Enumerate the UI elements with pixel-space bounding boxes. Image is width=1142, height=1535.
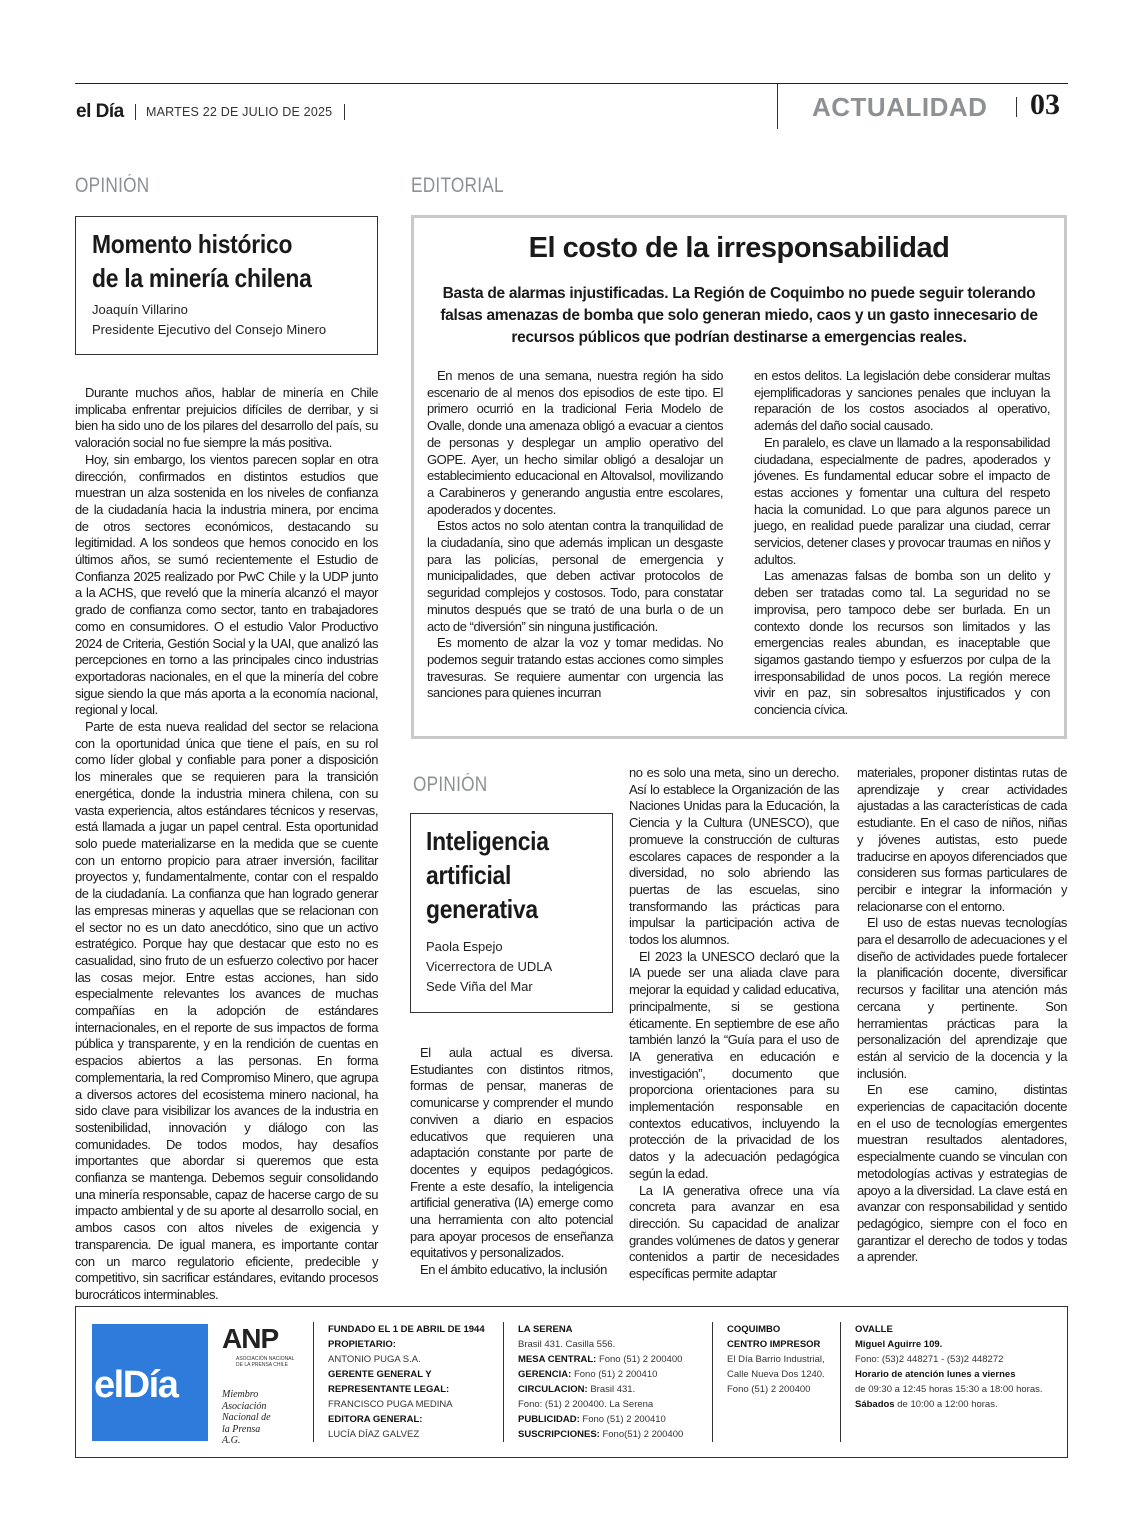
article-title-line: generativa <box>426 894 538 924</box>
paragraph: El aula actual es diversa. Estudiantes con distintos ritmos, formas de pensar, maneras de comunicarse y comprender el mundo conviven a diario en espacios educativos que requieren una adaptación constante por parte de docentes y equipos pedagógicos. Frente a este desafío, la inteligencia artificial generativa (IA) emerge como una herramienta con alto potencial para apoyar procesos de enseñanza equitativos y personalizados. <box>410 1045 613 1261</box>
byline <box>426 937 552 997</box>
office-address: Miguel Aguirre 109. <box>855 1339 943 1350</box>
contact-label: SUSCRIPCIONES: <box>518 1429 600 1440</box>
article-title <box>92 227 312 295</box>
paragraph: En paralelo, es clave un llamado a la responsabilidad ciudadana, especialmente de padres, apoderados y jóvenes. Es fundamental educar sobre el impacto de estas acciones y fomentar una cultura del respeto hacia la comunidad. Lo que para algunos parece un juego, en realidad puede paralizar una ciudad, cerrar servicios, detener clases y provocar traumas en niños y adultos. <box>754 434 1050 567</box>
opinion-kicker: OPINIÓN <box>75 174 150 197</box>
page-number: 03 <box>1030 88 1060 121</box>
imprint-ovalle <box>855 1322 1060 1412</box>
member-line: Nacional de <box>222 1412 271 1423</box>
editorial-kicker: EDITORIAL <box>411 174 504 197</box>
paragraph: La IA generativa ofrece una vía concreta para avanzar en esa dirección. Su capacidad de analizar grandes volúmenes de datos y generar contenidos a partir de necesidades específicas permite adaptar <box>629 1182 839 1282</box>
section-name: ACTUALIDAD <box>812 92 988 122</box>
article-column <box>629 765 839 1283</box>
office-title: LA SERENA <box>518 1324 573 1335</box>
member-line: la Prensa <box>222 1423 261 1435</box>
hours-label: Horario de atención lunes a viernes <box>855 1369 1016 1380</box>
article-column <box>857 765 1067 1266</box>
editorial-column <box>754 368 1050 719</box>
masthead-divider <box>1016 97 1017 117</box>
imprint-divider <box>313 1322 314 1442</box>
article-title <box>426 824 549 926</box>
contact-value: Fono (51) 2 200400 <box>727 1384 811 1395</box>
article-title-line: de la minería chilena <box>92 263 312 293</box>
founded-line: FUNDADO EL 1 DE ABRIL DE 1944 <box>328 1324 485 1335</box>
owner-label: PROPIETARIO: <box>328 1339 396 1350</box>
opinion-header-box <box>410 813 613 1013</box>
opinion-kicker: OPINIÓN <box>413 773 488 796</box>
paragraph: En menos de una semana, nuestra región ha sido escenario de al menos dos episodios de este tipo. El primero ocurrió en la tradicional Feria Modelo de Ovalle, donde una amenaza obligó a evacuar a cientos de personas y desplegar un amplio operativo del GOPE. Ayer, un hecho similar obligó a desalojar un establecimiento educacional en Altovalsol, movilizando a Carabineros y generando angustia entre escolares, apoderados y docentes. <box>427 368 723 517</box>
article-body <box>75 385 378 1304</box>
paragraph: Las amenazas falsas de bomba son un delito y deben ser tratadas como tal. La seguridad no se improvisa, pero tampoco debe ser burlada. En un contexto donde los recursos son limitados y las emergencias reales abundan, es inaceptable que sigamos gastando tiempo y esfuerzos por culpa de la irresponsabilidad de unos pocos. La región merece vivir en paz, sin sobresaltos injustificados y con conciencia cívica. <box>754 568 1050 718</box>
imprint-laserena <box>518 1322 708 1442</box>
imprint-ownership <box>328 1322 503 1442</box>
paragraph: En ese camino, distintas experiencias de capacitación docente en el uso de tecnologías emergentes muestran resultados alentadores, especialmente cuando se vinculan con metodologías activas y estrategias de apoyo a la diversidad. La clave está en avanzar con responsabilidad y sentido pedagógico, siempre con el foco en garantizar el derecho de todos y todas a aprender. <box>857 1082 1067 1265</box>
paragraph: Hoy, sin embargo, los vientos parecen soplar en otra dirección, confirmados en distintos estudios que muestran un alza sostenida en los niveles de confianza de la ciudadanía hacia la industria minera, por encima de otros sectores económicos, destacando su legitimidad. A los sondeos que hemos conocido en los últimos años, se sumó recientemente el Estudio de Confianza 2025 realizado por PwC Chile y la UDP junto a la ACHS, que reveló que la minería alcanzó el mayor grado de confianza como sector, tanto en trabajadores como en consumidores. O el estudio Valor Productivo 2024 de Criteria, Gestión Social y la UAI, que analizó las percepciones en torno a las principales cinco industrias exportadoras nacionales, en el que la minería del cobre sigue siendo la que más aporta a la economía nacional, regional y local. <box>75 451 378 718</box>
editorial-lead: Basta de alarmas injustificadas. La Región de Coquimbo no puede seguir tolerando falsas amenazas de bomba que solo generan miedo, caos y un gasto innecesario de recursos públicos que podrían destinarse a emergencias reales. <box>440 285 1038 346</box>
manager-value: FRANCISCO PUGA MEDINA <box>328 1399 453 1410</box>
opinion-header-box <box>75 216 378 355</box>
article-title-line: Inteligencia <box>426 826 549 856</box>
contact-value: Brasil 431. <box>590 1384 636 1395</box>
manager-label: GERENTE GENERAL Y <box>328 1369 432 1380</box>
contact-label: PUBLICIDAD: <box>518 1414 580 1425</box>
editor-value: LUCÍA DÍAZ GALVEZ <box>328 1429 420 1440</box>
contact-label: MESA CENTRAL: <box>518 1354 597 1365</box>
office-address: El Día Barrio Industrial, <box>727 1354 825 1365</box>
paragraph: Es momento de alzar la voz y tomar medidas. No podemos seguir tratando estas acciones como simples travesuras. Se requiere aumentar con urgencia las sanciones para quienes incurran <box>427 635 723 701</box>
editorial-title: El costo de la irresponsabilidad <box>528 232 950 264</box>
contact-value: Fono(51) 2 200400 <box>602 1429 684 1440</box>
imprint-divider <box>712 1322 713 1442</box>
office-title: CENTRO IMPRESOR <box>727 1339 821 1350</box>
byline <box>92 300 326 340</box>
masthead-divider <box>344 104 345 120</box>
anp-logo-subtitle: ASOCIACIÓN NACIONAL DE LA PRENSA CHILE <box>236 1356 295 1368</box>
member-line: Asociación <box>222 1400 267 1412</box>
imprint-coquimbo <box>727 1322 842 1397</box>
office-title: OVALLE <box>855 1324 893 1335</box>
member-line: Miembro <box>222 1389 259 1400</box>
author-campus: Sede Viña del Mar <box>426 979 533 994</box>
office-address: Brasil 431. Casilla 556. <box>518 1339 616 1350</box>
owner-value: ANTONIO PUGA S.A. <box>328 1354 421 1365</box>
brand-logo-text: elDía <box>94 1364 178 1406</box>
author-role: Presidente Ejecutivo del Consejo Minero <box>92 322 327 337</box>
office-address: Calle Nueva Dos 1240. <box>727 1369 825 1380</box>
paragraph: El 2023 la UNESCO declaró que la IA puede ser una aliada clave para mejorar la equidad y calidad educativa, principalmente, si se gestiona éticamente. En septiembre de ese año también lanzó la “Guía para el uso de IA generativa en educación e investigación”, documento que proporciona orientaciones para su implementación responsable en contextos educativos, incluyendo la protección de la privacidad de los datos y la adecuación pedagógica según la edad. <box>629 948 839 1181</box>
contact-label: GERENCIA: <box>518 1369 572 1380</box>
hours-label: Sábados <box>855 1399 895 1410</box>
imprint-divider <box>503 1322 504 1442</box>
member-line: A.G. <box>222 1435 241 1446</box>
masthead-vertical-rule <box>777 84 778 129</box>
contact-label: CIRCULACION: <box>518 1384 588 1395</box>
paragraph: materiales, proponer distintas rutas de aprendizaje y crear actividades ajustadas a las características de cada estudiante. En el caso de niños, niñas y jóvenes autistas, esto puede traducirse en apoyos diferenciados que consideren sus formas particulares de percibir e integrar la información y relacionarse con el entorno. <box>857 765 1067 914</box>
paragraph: Parte de esta nueva realidad del sector se relaciona con la oportunidad única que tiene el país, en su rol como líder global y confiable para poner a disposición los minerales que se requieren para la transición energética, donde la industria minera chilena, con su vasta experiencia, altos estándares técnicos y reservas, está llamada a jugar un papel central. Esta oportunidad solo puede materializarse en la medida que se cuente con un entorno propicio para atraer inversión, facilitar proyectos y, fundamentalmente, contar con el respaldo de la ciudadanía. La confianza que han logrado generar las empresas mineras y aquellas que se relacionan con el sector no es un dato anecdótico, sino que un activo estratégico. Porque hay que destacar que esto no es casualidad, sino fruto de un esfuerzo colectivo por hacer las cosas mejor. Entre estas acciones, han sido especialmente relevantes los avances de muchas compañías en la adopción de estándares internacionales, en el reporte de sus impactos de forma pública y transparente, y en la rendición de cuentas en espacios abiertos a las personas. En forma complementaria, la red Compromiso Minero, que agrupa a diversos actores del ecosistema minero nacional, ha sido clave para visibilizar los avances de la industria en sostenibilidad, innovación y diálogo con las comunidades. De todos modos, hay desafíos importantes que abordar si queremos que esta confianza se mantenga. Debemos seguir consolidando una minería responsable, capaz de hacerse cargo de su impacto ambiental y de su aporte al desarrollo social, en ambos casos con altos niveles de exigencia y transparencia. De igual manera, es importante contar con un marco regulatorio eficiente, predecible y competitivo, sin sacrificar estándares, evitando procesos burocráticos interminables. <box>75 719 378 1302</box>
contact-value: Fono (51) 2 200410 <box>573 1369 658 1380</box>
article-title-line: artificial <box>426 860 512 890</box>
paragraph: no es solo una meta, sino un derecho. Así lo establece la Organización de las Naciones Unidas para la Educación, la Ciencia y la Cultura (UNESCO), que promueve la construcción de culturas escolares capaces de responder a la diversidad, no solo abriendo las puertas de las escuelas, sino transformando las prácticas para impulsar la participación activa de todos los alumnos. <box>629 765 839 948</box>
article-title-line: Momento histórico <box>92 229 293 259</box>
top-rule <box>75 83 1068 84</box>
contact-value: Fono: (51) 2 200400. La Serena <box>518 1399 654 1410</box>
contact-value: Fono (51) 2 200400 <box>598 1354 683 1365</box>
anp-logo: ANP <box>222 1323 279 1354</box>
editor-label: EDITORA GENERAL: <box>328 1414 423 1425</box>
hours-value: de 10:00 a 12:00 horas. <box>897 1399 998 1410</box>
imprint-divider <box>840 1322 841 1442</box>
author-role: Vicerrectora de UDLA <box>426 959 553 974</box>
paragraph: En el ámbito educativo, la inclusión <box>420 1262 607 1278</box>
manager-label: REPRESENTANTE LEGAL: <box>328 1384 450 1395</box>
editorial-column <box>427 368 723 702</box>
hours-value: de 09:30 a 12:45 horas 15:30 a 18:00 horas. <box>855 1384 1043 1395</box>
contact-value: Fono: (53)2 448271 - (53)2 448272 <box>855 1354 1004 1365</box>
paragraph: en estos delitos. La legislación debe considerar multas ejemplificadoras y sanciones penales que incluyan la reparación de los costos asociados al operativo, además del daño social causado. <box>754 368 1050 434</box>
article-column <box>410 1045 613 1279</box>
office-title: COQUIMBO <box>727 1324 781 1335</box>
author-name: Joaquín Villarino <box>92 302 188 317</box>
masthead-divider <box>135 104 136 120</box>
contact-value: Fono (51) 2 200410 <box>582 1414 666 1425</box>
paragraph: Durante muchos años, hablar de minería en Chile implicaba enfrentar prejuicios difíciles de derribar, y si bien ha sido uno de los pilares del desarrollo del país, su valoración social no fue siempre la más positiva. <box>75 385 378 451</box>
association-member-note <box>222 1389 271 1447</box>
masthead-date: MARTES 22 DE JULIO DE 2025 <box>146 105 333 119</box>
author-name: Paola Espejo <box>426 939 503 954</box>
masthead-brand: el Día <box>76 101 124 122</box>
paragraph: Estos actos no solo atentan contra la tranquilidad de la ciudadanía, sino que además implican un desgaste para las policías, personal de emergencia y municipalidades, que deben activar protocolos de seguridad complejos y costosos. Todo, para constatar minutos después que se trató de una burla o de un acto de “diversión” sin ninguna justificación. <box>427 518 723 634</box>
paragraph: El uso de estas nuevas tecnologías para el desarrollo de adecuaciones y el diseño de actividades puede fortalecer la planificación docente, diversificar recursos y facilitar una atención más cercana y pertinente. Son herramientas prácticas para la personalización del aprendizaje que están al servicio de la docencia y la inclusión. <box>857 915 1067 1081</box>
